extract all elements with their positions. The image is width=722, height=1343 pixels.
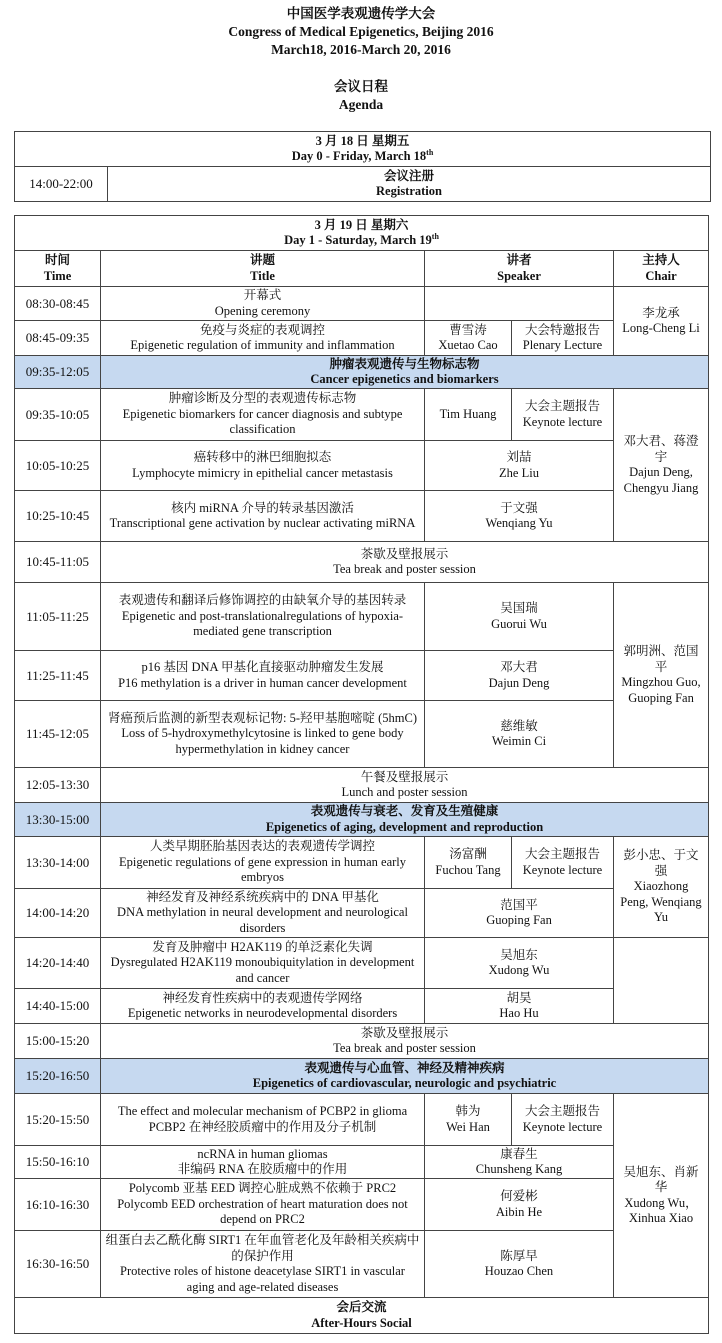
chair-cell: 郭明洲、范国平 Mingzhou Guo, Guoping Fan xyxy=(613,582,709,768)
agenda-title-en: Agenda xyxy=(338,97,384,112)
session-title: Polycomb 亚基 EED 调控心脏成熟不依赖于 PRC2 Polycomb EED orchestration of heart maturation does not depend on PRC2 xyxy=(100,1178,425,1231)
session-title: 人类早期胚胎基因表达的表观遗传学调控 Epigenetic regulations of gene expression in human early embryos xyxy=(100,836,425,889)
congress-dates: March18, 2016-March 20, 2016 xyxy=(271,42,451,57)
day1-title-en: Day 1 - Saturday, March 19th xyxy=(284,231,439,247)
time-cell: 15:20-15:50 xyxy=(14,1093,101,1146)
day0-time: 14:00-22:00 xyxy=(14,166,108,202)
session-title: 开幕式 Opening ceremony xyxy=(100,286,425,321)
speaker-cell: 范国平 Guoping Fan xyxy=(424,888,614,938)
day0-title-cn: 3 月 18 日 星期五 xyxy=(315,133,410,148)
speaker-cell: 曹雪涛 Xuetao Cao xyxy=(424,320,512,356)
column-header-chair: 主持人 Chair xyxy=(613,250,709,287)
speaker-cell: 韩为 Wei Han xyxy=(424,1093,512,1146)
speaker-cell: 于文强 Wenqiang Yu xyxy=(424,490,614,542)
section-band: 表观遗传与心血管、神经及精神疾病 Epigenetics of cardiovascular, neurologic and psychiatric xyxy=(100,1058,709,1094)
time-cell: 08:45-09:35 xyxy=(14,320,101,356)
time-cell: 11:45-12:05 xyxy=(14,700,101,768)
column-header-speaker: 讲者 Speaker xyxy=(424,250,614,287)
session-title: 表观遗传和翻译后修饰调控的由缺氧介导的基因转录 Epigenetic and post-translationalregulations of hypoxia-mediated gene transcription xyxy=(100,582,425,651)
time-cell: 10:45-11:05 xyxy=(14,541,101,583)
time-cell: 15:50-16:10 xyxy=(14,1145,101,1179)
closing-social: 会后交流 After-Hours Social xyxy=(14,1297,709,1334)
time-cell: 10:25-10:45 xyxy=(14,490,101,542)
column-header-title: 讲题 Title xyxy=(100,250,425,287)
session-title: 肿瘤诊断及分型的表观遗传标志物 Epigenetic biomarkers for cancer diagnosis and subtype classification xyxy=(100,388,425,441)
congress-title-en: Congress of Medical Epigenetics, Beijing 2016 xyxy=(228,24,494,39)
section-band: 肿瘤表观遗传与生物标志物 Cancer epigenetics and biomarkers xyxy=(100,355,709,389)
speaker-cell: 吴旭东 Xudong Wu xyxy=(424,937,614,989)
time-cell: 14:20-14:40 xyxy=(14,937,101,989)
chair-cell-empty xyxy=(613,937,709,1024)
congress-title-cn: 中国医学表观遗传学大会 xyxy=(286,6,436,21)
time-cell: 14:00-14:20 xyxy=(14,888,101,938)
session-title: 发育及肿瘤中 H2AK119 的单泛素化失调 Dysregulated H2AK119 monoubiquitylation in development and cancer xyxy=(100,937,425,989)
day0-title-en: Day 0 - Friday, March 18th xyxy=(291,147,434,163)
lecture-type: 大会主题报告 Keynote lecture xyxy=(511,836,614,889)
speaker-cell: 陈厚早 Houzao Chen xyxy=(424,1230,614,1298)
chair-cell: 吴旭东、肖新华 Xudong Wu，Xinhua Xiao xyxy=(613,1093,709,1298)
time-cell: 12:05-13:30 xyxy=(14,767,101,803)
session-title: The effect and molecular mechanism of PCBP2 in glioma PCBP2 在神经胶质瘤中的作用及分子机制 xyxy=(100,1093,425,1146)
speaker-cell: 汤富酬 Fuchou Tang xyxy=(424,836,512,889)
lecture-type: 大会特邀报告 Plenary Lecture xyxy=(511,320,614,356)
column-header-time: 时间 Time xyxy=(14,250,101,287)
session-title: 肾癌预后监测的新型表观标记物: 5-羟甲基胞嘧啶 (5hmC) Loss of 5-hydroxymethylcytosine is linked to gene body hypermethylation in kidney cancer xyxy=(100,700,425,768)
section-time: 13:30-15:00 xyxy=(14,802,101,837)
session-title: 神经发育及神经系统疾病中的 DNA 甲基化 DNA methylation in neural development and neurological disorders xyxy=(100,888,425,938)
session-title: ncRNA in human gliomas 非编码 RNA 在胶质瘤中的作用 xyxy=(100,1145,425,1179)
time-cell: 11:25-11:45 xyxy=(14,650,101,701)
speaker-cell: 何爱彬 Aibin He xyxy=(424,1178,614,1231)
chair-cell: 邓大君、蒋澄宇 Dajun Deng, Chengyu Jiang xyxy=(613,388,709,542)
speaker-cell-empty xyxy=(424,286,614,321)
time-cell: 11:05-11:25 xyxy=(14,582,101,651)
lecture-type: 大会主题报告 Keynote lecture xyxy=(511,388,614,441)
lunch-cell: 午餐及壁报展示 Lunch and poster session xyxy=(100,767,709,803)
section-time: 15:20-16:50 xyxy=(14,1058,101,1094)
time-cell: 15:00-15:20 xyxy=(14,1023,101,1059)
session-title: p16 基因 DNA 甲基化直接驱动肿瘤发生发展 P16 methylation is a driver in human cancer development xyxy=(100,650,425,701)
section-band: 表观遗传与衰老、发育及生殖健康 Epigenetics of aging, development and reproduction xyxy=(100,802,709,837)
speaker-cell: 慈维敏 Weimin Ci xyxy=(424,700,614,768)
time-cell: 13:30-14:00 xyxy=(14,836,101,889)
time-cell: 16:10-16:30 xyxy=(14,1178,101,1231)
day0-registration xyxy=(107,166,711,202)
break-cell: 茶歇及壁报展示 Tea break and poster session xyxy=(100,541,709,583)
session-title: 核内 miRNA 介导的转录基因激活 Transcriptional gene activation by nuclear activating miRNA xyxy=(100,490,425,542)
lecture-type: 大会主题报告 Keynote lecture xyxy=(511,1093,614,1146)
speaker-cell: Tim Huang xyxy=(424,388,512,441)
speaker-cell: 康春生 Chunsheng Kang xyxy=(424,1145,614,1179)
registration-en: Registration xyxy=(376,184,442,198)
session-title: 癌转移中的淋巴细胞拟态 Lymphocyte mimicry in epithelial cancer metastasis xyxy=(100,440,425,491)
session-title: 免疫与炎症的表观调控 Epigenetic regulation of immunity and inflammation xyxy=(100,320,425,356)
time-cell: 14:40-15:00 xyxy=(14,988,101,1024)
session-title: 组蛋白去乙酰化酶 SIRT1 在年血管老化及年龄相关疾病中的保护作用 Protective roles of histone deacetylase SIRT1 in vascular aging and age-related diseases xyxy=(100,1230,425,1298)
day0-header xyxy=(14,131,711,167)
speaker-cell: 邓大君 Dajun Deng xyxy=(424,650,614,701)
time-cell: 08:30-08:45 xyxy=(14,286,101,321)
time-cell: 16:30-16:50 xyxy=(14,1230,101,1298)
day1-title-cn: 3 月 19 日 星期六 xyxy=(314,217,409,232)
break-cell: 茶歇及壁报展示 Tea break and poster session xyxy=(100,1023,709,1059)
chair-cell: 李龙承 Long-Cheng Li xyxy=(613,286,709,356)
section-time: 09:35-12:05 xyxy=(14,355,101,389)
chair-cell: 彭小忠、于文强 Xiaozhong Peng, Wenqiang Yu xyxy=(613,836,709,938)
registration-cn: 会议注册 xyxy=(383,168,434,183)
agenda-title-cn: 会议日程 xyxy=(334,79,388,94)
session-title: 神经发育性疾病中的表观遗传学网络 Epigenetic networks in neurodevelopmental disorders xyxy=(100,988,425,1024)
speaker-cell: 吴国瑞 Guorui Wu xyxy=(424,582,614,651)
speaker-cell: 刘喆 Zhe Liu xyxy=(424,440,614,491)
day1-header xyxy=(14,215,709,251)
speaker-cell: 胡昊 Hao Hu xyxy=(424,988,614,1024)
time-cell: 10:05-10:25 xyxy=(14,440,101,491)
time-cell: 09:35-10:05 xyxy=(14,388,101,441)
